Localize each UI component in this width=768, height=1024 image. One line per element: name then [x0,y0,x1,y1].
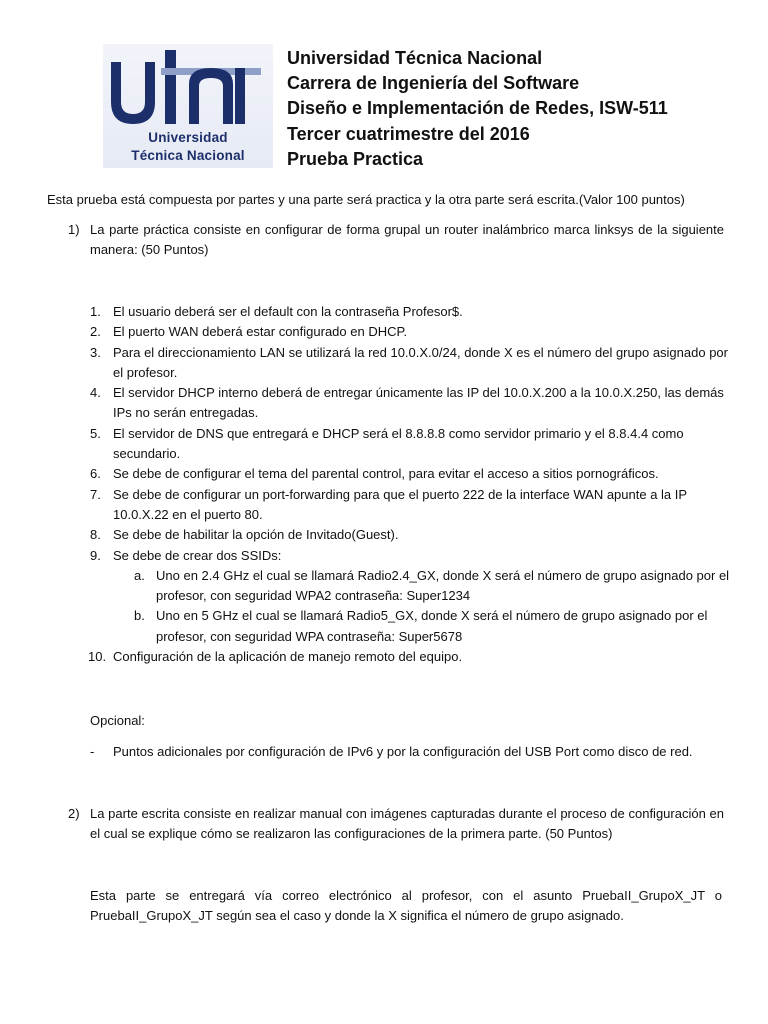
logo-text-tecnica-nacional: Técnica Nacional [131,148,245,163]
header-term: Tercer cuatrimestre del 2016 [287,123,530,144]
list-item [90,464,730,484]
item-text: Configuración de la aplicación de manejo remoto del equipo. [113,649,463,665]
header-course: Diseño e Implementación de Redes, ISW-511 [287,98,668,119]
header-university: Universidad Técnica Nacional [287,48,543,68]
intro-text: Esta prueba está compuesta por partes y una parte será practica y la otra parte será escrita.(Valor 100 puntos) [47,192,685,207]
item-text: Para el direccionamiento LAN se utilizará la red 10.0.X.0/24, donde X es el número del grupo asignado por el profesor. [113,344,728,380]
item-number: 9. [90,547,101,563]
sub-item-text: Uno en 2.4 GHz el cual se llamará Radio2.4_GX, donde X será el número de grupo asignado por el profesor, con seguridad WPA2 contraseña: Super1234 [156,567,730,604]
item-number: 2. [90,324,101,340]
item-text: Se debe de configurar el tema del parental control, para evitar el acceso a sitios pornográficos. [113,466,659,482]
final-paragraph: Esta parte se entregará vía correo electrónico al profesor, con el asunto PruebaII_GrupoX_JT o PruebaII_GrupoX_JT según sea el caso y donde la X significa el número de grupo asignado. [90,888,722,923]
item-number: 6. [90,466,101,482]
list-item [90,424,730,465]
section-1 [68,220,724,260]
item-text: El puerto WAN deberá estar configurado en DHCP. [113,324,408,340]
list-item [90,343,730,384]
item-number: 4. [90,385,101,401]
list-item [90,525,730,545]
header-exam-title: Prueba Practica [287,148,424,169]
utn-logo [103,44,273,168]
item-number: 10. [88,649,107,665]
list-item [90,546,730,566]
item-text: El usuario deberá ser el default con la contraseña Profesor$. [113,304,463,319]
document-header [287,46,668,172]
sub-item-letter: a. [134,567,145,583]
item-number: 1. [90,304,101,319]
optional-label: Opcional: [90,713,145,728]
item-text: Se debe de configurar un port-forwarding para que el puerto 222 de la interface WAN apunte a la IP 10.0.X.22 en el puerto 80. [113,486,687,522]
dash-bullet: - [90,744,95,759]
optional-item [90,742,730,762]
sub-list-item [90,566,730,607]
item-number: 7. [90,486,101,502]
sub-item-text: Uno en 5 GHz el cual se llamará Radio5_GX, donde X será el número de grupo asignado por el profesor, con seguridad WPA contraseña: Super5678 [156,608,708,644]
section-1-text: La parte práctica consiste en configurar de forma grupal un router inalámbrico marca linksys de la siguiente manera: (50 Puntos) [90,222,724,257]
item-number: 3. [90,344,101,360]
item-number: 8. [90,527,101,543]
list-item [90,383,730,424]
item-text: El servidor de DNS que entregará e DHCP será el 8.8.8.8 como servidor primario y el 8.8.4.4 como secundario. [113,425,684,462]
list-item [90,647,730,667]
header-career: Carrera de Ingeniería del Software [287,73,580,94]
section-1-number: 1) [68,222,80,237]
item-number: 5. [90,425,101,441]
sub-item-letter: b. [134,608,145,624]
task-list [90,302,730,667]
section-2 [68,804,724,844]
optional-item-text: Puntos adicionales por configuración de IPv6 y por la configuración del USB Port como disco de red. [113,744,693,759]
list-item [90,485,730,526]
logo-text-universidad: Universidad [148,130,228,145]
section-2-number: 2) [68,806,80,821]
item-text: El servidor DHCP interno deberá de entregar únicamente las IP del 10.0.X.200 a la 10.0.X.250, las demás IPs no serán entregadas. [113,385,724,421]
list-item [90,322,730,342]
item-text: Se debe de habilitar la opción de Invitado(Guest). [113,527,399,543]
item-text: Se debe de crear dos SSIDs: [113,547,282,563]
sub-list-item [90,606,730,647]
section-2-text: La parte escrita consiste en realizar manual con imágenes capturadas durante el proceso de configuración en el cual se explique cómo se realizaron las configuraciones de la primera parte. (50 Puntos) [90,806,724,841]
list-item [90,302,730,322]
